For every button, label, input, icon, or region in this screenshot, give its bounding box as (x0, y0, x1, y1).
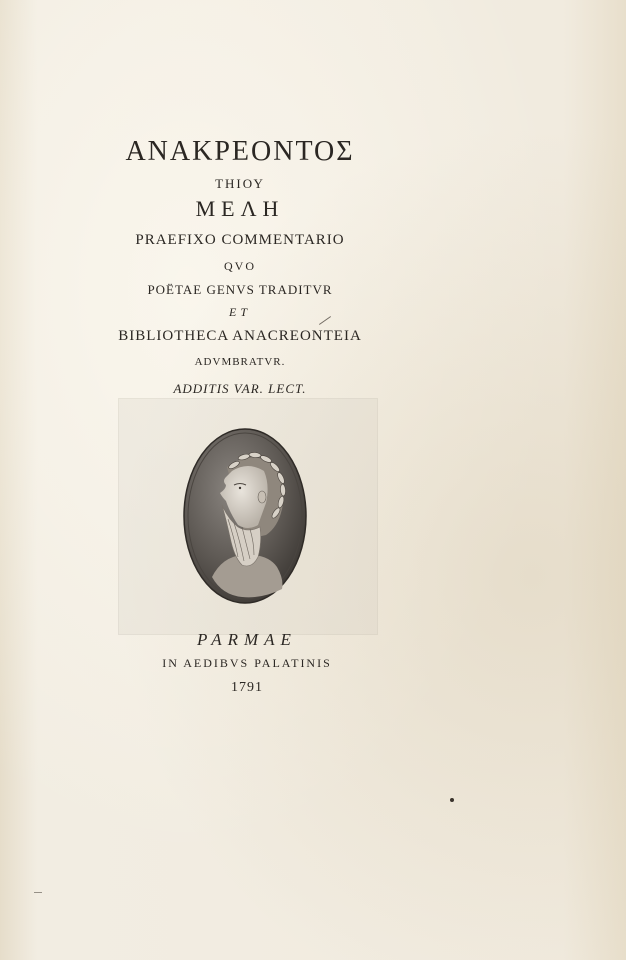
title-teiou: ΤΗΙΟΥ (215, 176, 265, 191)
subtitle-line-2: QVO (224, 259, 256, 273)
subtitle-line-6: ADVMBRATVR. (194, 356, 286, 368)
imprint-year: 1791 (231, 680, 263, 695)
subtitle-line-1: PRAEFIXO COMMENTARIO (135, 232, 345, 248)
subtitle-line-7: ADDITIS VAR. LECT. (173, 381, 307, 396)
subtitle-line-3: POËTAE GENVS TRADITVR (147, 282, 333, 297)
subtitle-line-4: ET (228, 305, 251, 319)
portrait-medallion-image (182, 427, 308, 605)
imprint-place: PARMAE (197, 630, 297, 649)
title-mele: ΜΕΛΗ (195, 196, 285, 221)
paper-speck (34, 892, 42, 893)
subtitle-line-5: BIBLIOTHECA ANACREONTEIA (118, 328, 362, 344)
title-anakreontos: ΑΝΑΚΡΕΟΝΤΟΣ (125, 136, 355, 167)
paper-speck (450, 798, 454, 802)
imprint-press: IN AEDIBVS PALATINIS (162, 656, 332, 670)
